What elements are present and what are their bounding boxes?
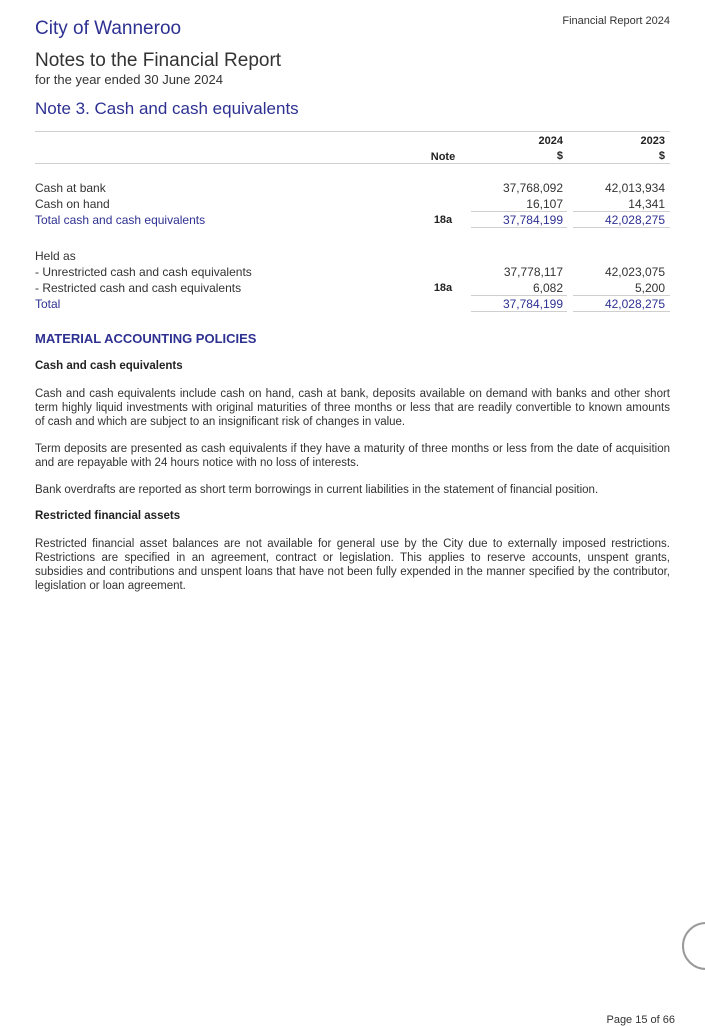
row-label: - Unrestricted cash and cash equivalents: [35, 265, 252, 279]
cash-policy-paragraph-3: Bank overdrafts are reported as short term borrowings in current liabilities in the statement of financial position.: [35, 484, 599, 496]
note-reference: 18a: [433, 282, 453, 294]
restricted-assets-paragraph: Restricted financial asset balances are not available for general use by the City due to externally imposed restrictions. Restrictions are specified in an agreement, contract or legislation. This applies to reserve accounts, unspent grants, subsidies and contributions and unspent loans that have not been fully expended in the manner specified by the contributor, legislation or loan agreement.: [35, 538, 670, 592]
row-value-2023: 14,341: [628, 197, 665, 211]
policies-title: MATERIAL ACCOUNTING POLICIES: [35, 331, 257, 346]
total-value-2024: 37,784,199: [502, 297, 563, 311]
row-value-2023: 5,200: [634, 281, 665, 295]
table-top-rule: [35, 131, 670, 132]
row-label: - Restricted cash and cash equivalents: [35, 281, 242, 295]
row-value-2024: 6,082: [532, 281, 563, 295]
table-header-rule: [35, 163, 670, 164]
cash-policy-paragraph-2: Term deposits are presented as cash equivalents if they have a maturity of three months or less from the date of acquisition and are repayable with 24 hours notice with no loss of interests.: [35, 443, 670, 469]
row-value-2023: 42,013,934: [604, 181, 665, 195]
seal-icon: [682, 922, 705, 970]
col-header-2024-year: 2024: [538, 135, 563, 147]
subtotal-rule-2024: [471, 211, 567, 212]
row-value-2023: 42,023,075: [604, 265, 665, 279]
col-header-2024-unit: $: [556, 150, 563, 162]
total-row-label: Total cash and cash equivalents: [35, 213, 206, 227]
row-label: Cash on hand: [35, 197, 110, 211]
row-value-2024: 37,768,092: [502, 181, 563, 195]
total-row-label: Total: [35, 297, 61, 311]
total-value-2023: 42,028,275: [604, 213, 665, 227]
col-header-2023-year: 2023: [640, 135, 665, 147]
restricted-assets-heading: Restricted financial assets: [35, 510, 181, 522]
row-value-2024: 37,778,117: [503, 265, 563, 279]
note-reference: 18a: [433, 214, 453, 226]
total-underline-2023: [573, 311, 670, 312]
page-subtitle: for the year ended 30 June 2024: [35, 72, 223, 87]
subtotal-rule-2023: [573, 211, 670, 212]
cash-policy-paragraph-1: Cash and cash equivalents include cash on hand, cash at bank, deposits available on demand with banks and other short term highly liquid investments with original maturities of three months or less that are readily convertible to known amounts of cash and which are subject to an insignificant risk of changes in value.: [35, 388, 670, 428]
row-value-2024: 16,107: [526, 197, 563, 211]
row-label: Cash at bank: [35, 181, 106, 195]
subtotal-rule-2024: [471, 295, 567, 296]
page-number: Page 15 of 66: [606, 1014, 675, 1026]
total-value-2023: 42,028,275: [604, 297, 665, 311]
report-label: Financial Report 2024: [562, 15, 670, 27]
col-header-note: Note: [430, 151, 456, 163]
organisation-name: City of Wanneroo: [35, 18, 182, 39]
held-as-label: Held as: [35, 249, 76, 263]
subtotal-rule-2023: [573, 295, 670, 296]
note-heading: Note 3. Cash and cash equivalents: [35, 99, 299, 118]
page-title: Notes to the Financial Report: [35, 50, 282, 71]
total-value-2024: 37,784,199: [502, 213, 563, 227]
cash-policy-heading: Cash and cash equivalents: [35, 360, 183, 372]
total-underline-2024: [471, 311, 567, 312]
total-underline-2024: [471, 227, 567, 228]
col-header-2023-unit: $: [658, 150, 665, 162]
total-underline-2023: [573, 227, 670, 228]
